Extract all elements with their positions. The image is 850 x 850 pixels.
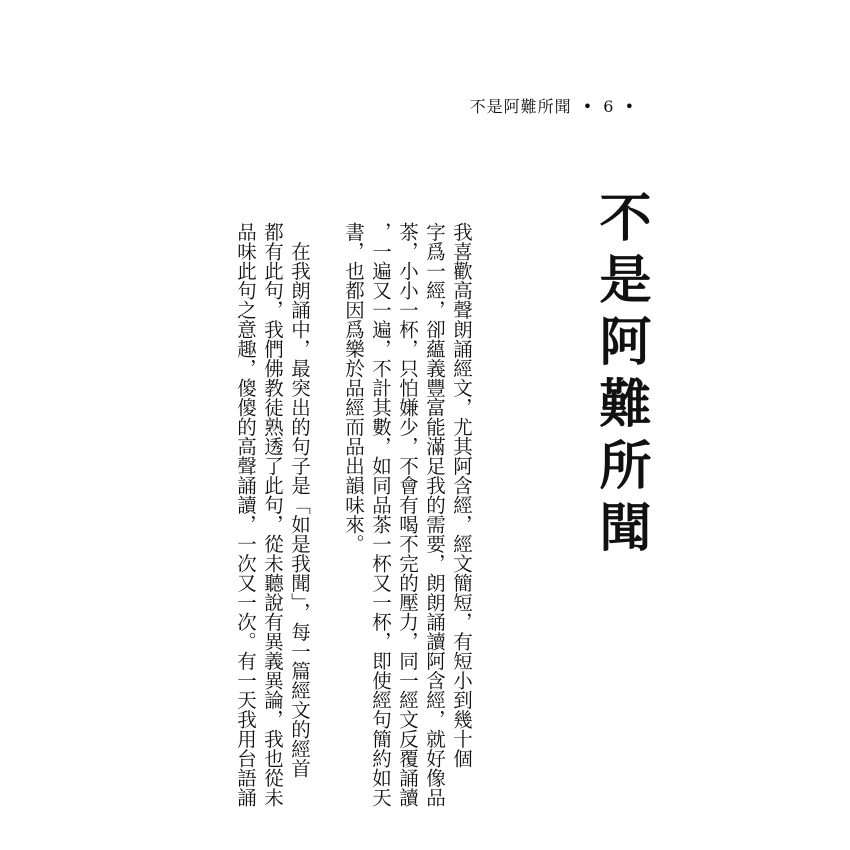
body-column-1: 我喜歡高聲朗誦經文，尤其阿含經，經文簡短，有短小到幾十個: [450, 222, 473, 768]
body-column-9: 品味此句之意趣，傻傻的高聲誦讀，一次又一次。有一天我用台語誦: [234, 222, 257, 807]
header-bullet-left: •: [582, 97, 593, 116]
body-column-3: 茶，小小一杯，只怕嫌少，不會有喝不完的壓力，同一經文反覆誦讀: [396, 222, 419, 807]
body-column-8: 都有此句，我們佛教徒熟透了此句，從未聽說有異義異論，我也從未: [261, 222, 284, 807]
body-column-7: 在我朗誦中，最突出的句子是「如是我聞」，每一篇經文的經首: [288, 222, 311, 778]
running-header-title: 不是阿難所聞: [469, 97, 572, 116]
page-number: 6: [603, 97, 614, 116]
body-column-5: 書，也都因爲樂於品經而品出韻味來。: [342, 222, 365, 554]
body-column-2: 字爲一經，卻蘊義豐富能滿足我的需要，朗朗誦讀阿含經，就好像品: [423, 222, 446, 807]
running-header: [470, 96, 640, 118]
chapter-title: 不是阿難所聞: [590, 190, 651, 562]
body-column-4: ，一遍又一遍，不計其數，如同品茶一杯又一杯，即使經句簡約如天: [369, 222, 392, 807]
header-bullet-right: •: [624, 97, 634, 116]
